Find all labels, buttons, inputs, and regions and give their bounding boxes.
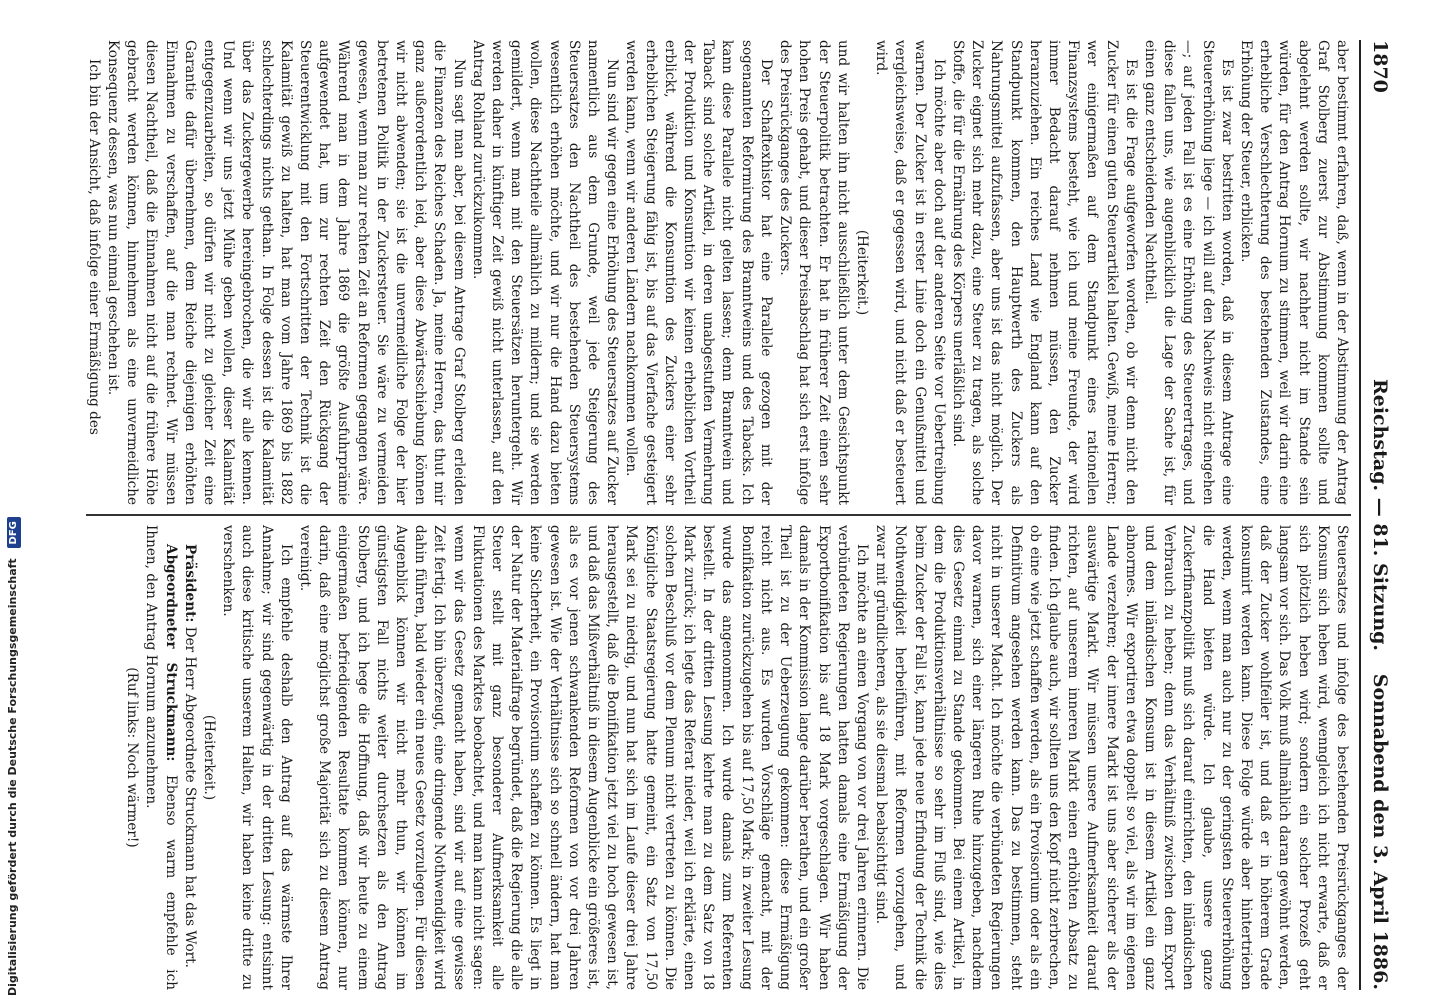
speaker-paragraph: [141, 525, 179, 990]
body-paragraph: Der Schaftexhistor hat eine Parallele gezogen mit der sogenannten Reformirung des Branntweins und des Tabacks. Ich kann diese Parallele nicht gelten lassen; denn Branntwein und Taback sind solche Artikel, in deren unabgestuften Vermehrung der Produktion und Konsumtion wir keinen erheblichen Vortheil erblickt, während die Konsumtion des Zuckers einer sehr erheblichen Steigerung fähig ist, bis auf das Vierfache gesteigert werden kann, wenn wir anderen Ländern nachkommen wollen.: [623, 40, 774, 505]
body-paragraph: Ich bin der Ansicht, daß infolge einer Ermäßigung des: [86, 59, 102, 435]
speech-text: Der Herr Abgeordnete Struckmann hat das Wort.: [181, 626, 198, 968]
body-paragraph: aber bestimmt erfahren, daß, wenn in der Abstimmung der Antrag Graf Stolberg zuerst zur Abstimmung kommen sollte und abgelehnt werden sollte, wir nachher nicht im Stande sein würden, für den Antrag Hornum zu stimmen, weil wir darin eine erhebliche Verschlechterung des bestehenden Zustandes, eine Erhöhung der Steuer, erblicken.: [1237, 40, 1350, 505]
right-text-column: [86, 525, 1351, 990]
body-paragraph: Nun sind wir gegen eine Erhöhung des Steuersatzes auf Zucker namentlich aus dem Grunde, weil jede Steigerung des Steuersatzes den Nachtheil des bestehenden Steuersystems wesentlich erhöhen möchte, und wir nur die Hand dazu bieten wollen, diese Nachtheile allmählich zu mildern; und sie werden gemildert, wenn man mit den Steuersätzen heruntergeht. Wir werden daher in künftiger Zeit gewiß nicht unterlassen, auf den Antrag Rohland zurückzukommen.: [469, 40, 621, 505]
body-paragraph: Es ist zwar bestritten worden, daß in diesem Antrage eine Steuererhöhung liege — ich will auf den Nachweis nicht eingehen —; auf jeden Fall ist es eine Erhöhung des Steuerertrages, und diese fallen uns, wie augenblicklich die Lage der Sache ist, für einen ganz entscheidenden Nachtheil.: [1141, 40, 1235, 505]
stage-direction: (Heiterkeit.): [853, 229, 870, 316]
dfg-logo: DFG: [7, 517, 21, 548]
column-divider: [86, 514, 1351, 516]
credit-text: Digitalisierung gefördert durch die Deutsche Forschungsgemeinschaft: [6, 558, 19, 996]
session-title: Reichstag. — 81. Sitzung.: [1369, 378, 1391, 652]
speaker-paragraph: [180, 525, 199, 990]
speaker-name: Abgeordneter Struckmann:: [162, 544, 179, 762]
stage-direction: (Ruf links: Noch wärmer!): [124, 667, 141, 848]
page-number: 1870: [1369, 40, 1391, 93]
session-date: Sonnabend den 3. April 1886.: [1369, 673, 1391, 990]
rotated-document-page: [80, 40, 1395, 990]
speaker-name: Präsident:: [181, 544, 198, 623]
body-paragraph: Es ist die Frage aufgeworfen worden, ob wir denn nicht den Zucker für einen guten Steuerartikel halten. Gewiß, meine Herren; wer einigermaßen auf dem Standpunkt eines rationellen Finanzsystems besteht, wie ich und meine Freunde, der wird immer Bedacht darauf nehmen müssen, den Zucker heranzuziehen. Ein reiches Land wie England kann auf den Standpunkt kommen, den Hauptwerth des Zuckers als Nahrungsmittel aufzufassen, aber uns ist das nicht möglich. Der Zucker eignet sich mehr dazu, eine Steuer zu tragen, als solche Stoffe, die für die Ernährung des Körpers unerläßlich sind.: [949, 40, 1139, 505]
stage-direction: (Heiterkeit.): [201, 714, 218, 801]
body-paragraph: Ich möchte aber doch auf der anderen Seite vor Uebertreibung warnen. Der Zucker ist in erster Linie doch ein Genußmittel und vergleichsweise, daß er gegessen wird, und nicht daß er besteuert wird.: [873, 40, 947, 505]
left-text-column: [86, 40, 1351, 505]
body-paragraph: Steuersatzes und infolge des bestehenden Preisrückganges der Konsum sich heben wird, wenngleich ich nicht erwarte, daß er sich plötzlich heben wird; sondern ein solcher Prozeß geht langsam vor sich. Das Volk muß allmählich daran gewöhnt werden, daß der Zucker wohlfeiler ist, und daß er in höherem Grade konsumirt werden kann. Diese Folge würde aber hintertrieben werden, wenn man auch nur zu der geringsten Steuererhöhung die Hand bieten würde. Ich glaube, unsere ganze Zuckerfinanzpolitik muß sich darauf einrichten, den inländischen Verbrauch zu heben; denn das Verhältniß zwischen dem Export und dem inländischen Konsum ist in diesem Artikel ein ganz abnormes. Wir exportiren etwa doppelt so viel, als wir im eigenen Lande verzehren; der innere Markt ist uns aber sicherer als der auswärtige Markt. Wir müssen unsere Aufmerksamkeit darauf richten, auf unserem inneren Markt einen erhöhten Absatz zu finden. Ich glaube auch, wir sollten uns den Kopf nicht zerbrechen, ob eine wie jetzt schaffen werden, als ein Provisorium oder als ein Definitivum angesehen werden kann. Das zu bestimmen, steht nicht in unserer Macht. Ich möchte die verbündeten Regierungen davor warnen, sich einer längeren Ruhe hinzugeben, nachdem dies Gesetz einmal zu Stande gekommen. Bei einem Artikel, in dem die Produktionsverhältnisse so sehr im Fluß sind, wie dies beim Zucker der Fall ist, kann jede neue Erfindung der Technik die Nothwendigkeit herbeiführen, mit Reformen vorzugehen, und zwar mit gründlicheren, als sie diesmal beabsichtigt sind.: [873, 525, 1350, 990]
body-paragraph: Ich empfehle deshalb den Antrag auf das wärmste Ihrer Annahme; wir sind gegenwärtig in der dritten Lesung: entsinnt auch diese kritische unserem Halten, wir haben keine dritte zu verschenken.: [220, 525, 294, 990]
body-paragraph: und wir halten ihn nicht ausschließlich unter dem Gesichtspunkt der Steuerpolitik betrachten. Er hat in früherer Zeit einen sehr hohen Preis gehabt, und dieser Preisabschlag hat sich erst infolge des Preisrückganges des Zuckers.: [777, 40, 851, 505]
page-header: [1359, 40, 1395, 990]
speech-text: Ebenso warm empfehle ich Ihnen, den Antrag Hornum anzunehmen.: [143, 525, 179, 990]
body-paragraph: Nun sagt man aber, bei diesem Antrage Graf Stolberg erleiden die Finanzen des Reiches Schaden. Ja, meine Herren, das thut mir ganz außerordentlich leid, aber diese Abwärtsschiebung können wir nicht abwenden; sie ist die unvermeidliche Folge der hier betretenen Politik in der Zuckersteuer. Sie wäre zu vermeiden gewesen, wenn man zur rechten Zeit an Reformen gegangen wäre. Während man in dem Jahre 1869 die größte Ausfuhrprämie aufgewendet hat, um zur rechten Zeit den Rückgang der Steuerentwicklung mit den Fortschritten der Technik ist die Kalamität gewiß zu halten, hat man vom Jahre 1869 bis 1882 schlechterdings nichts gethan. In Folge dessen ist die Kalamität über das Zuckergewerbe hereingebrochen, die wir alle kennen. Und wenn wir uns jetzt Mühe geben wollen, dieser Kalamität entgegenzuarbeiten, so dürfen wir nicht zu gleicher Zeit eine Garantie dafür übernehmen, dem Reiche diejenigen erhöhten Einnahmen zu verschaffen, auf die man rechnet. Wir müssen diesen Nachtheil, daß die Einnahmen nicht auf die frühere Höhe gebracht werden können, hinnehmen als eine unvermeidliche Konsequenz dessen, was nun einmal geschehen ist.: [105, 40, 467, 505]
body-paragraph: Ich möchte an einen Vorgang von vor drei Jahren erinnern. Die verbündeten Regierungen hatten damals eine Ermäßigung der Exportbonifikation bis auf 18 Mark vorgeschlagen. Wir haben damals in der Kommission lange darüber berathen, und ein großer Theil ist zu der Ueberzeugung gekommen: diese Ermäßigung reicht nicht aus. Es wurden Vorschläge gemacht, mit der Bonifikation zurückzugehen bis auf 17,50 Mark; in zweiter Lesung wurde das angenommen. Ich wurde damals zum Referenten bestellt. In der dritten Lesung kehrte man zu dem Satz von 18 Mark zurück; ich legte das Referat nieder, weil ich erklärte, einen solchen Beschluß vor dem Plenum nicht vertreten zu können. Die Königliche Staatsregierung hatte gemeint, ein Satz von 17,50 Mark sei zu niedrig, und nun hat sich im Laufe dieser drei Jahre herausgestellt, daß die Bonifikation jetzt viel zu hoch gewesen ist, und daß das Mißverhältniß in diesem Augenblicke ein größeres ist, als es vor jenen schwankenden Reformen von vor drei Jahren gewesen ist. Wie der Verhältnisse sich so schnell ändern, hat man keine Sicherheit, ein Provisorium schaffen zu können. Es liegt in der Natur der Materialfrage begründet, daß die Regierung die alle Steuer stellt mit ganz besonderer Aufmerksamkeit alle Fluktuationen des Marktes beobachtet, und man kann nicht sagen: wenn wir das Gesetz gemacht haben, sind wir auf eine gewisse Zeit fertig. Ich bin überzeugt, eine dringende Nothwendigkeit wird dahin führen, bald wieder ein neues Gesetz vorzulegen. Für diesen Augenblick können wir nicht mehr thun, wir können im günstigsten Fall nichts weiter durchsetzen als den Antrag Stolberg, und ich hege die Hoffnung, daß wir heute zu einem einigermaßen befriedigenden Resultate kommen können, nur darin, daß eine möglichst große Majorität sich zu diesem Antrag vereinigt.: [297, 525, 870, 990]
digitization-credit: [3, 0, 25, 1000]
